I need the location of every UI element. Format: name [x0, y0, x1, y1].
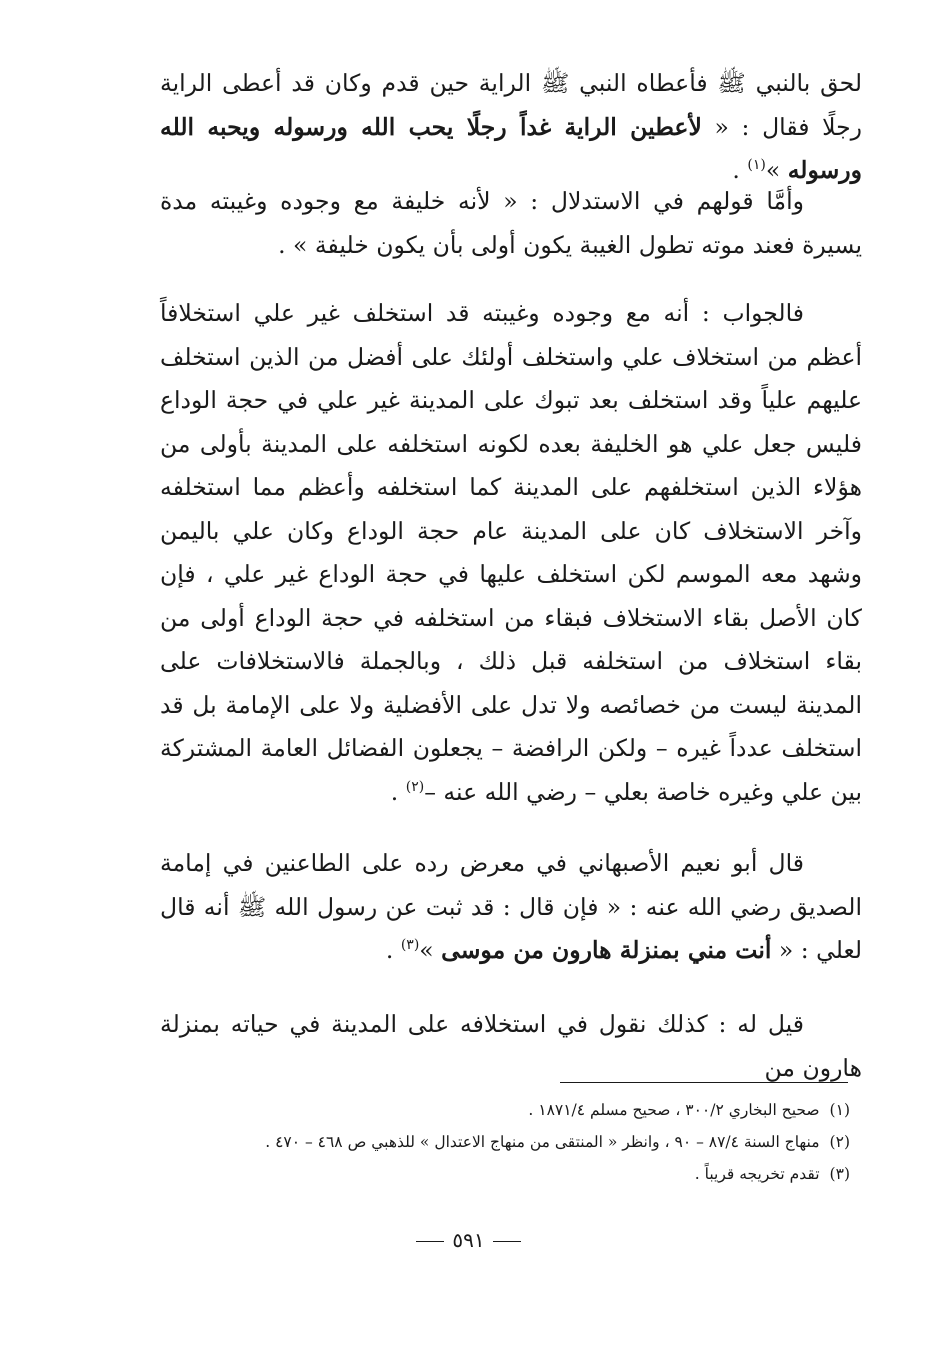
- footnote-reference: (٣): [400, 937, 420, 954]
- footnotes: [160, 1094, 850, 1190]
- paragraph-text: فالجواب : أنه مع وجوده وغيبته قد استخلف غير علي استخلافاً أعظم من استخلاف علي واستخلف أولئك على أفضل من الذين استخلف عليهم علياً وقد استخلف بعد تبوك على المدينة غير علي في حجة الوداع فليس جعل علي هو الخليفة بعده لكونه استخلفه على المدينة بأولى من هؤلاء الذين استخلفهم على المدينة كما استخلفه وأعظم مما استخلفه وآخر الاستخلاف كان على المدينة عام حجة الوداع وكان علي باليمن وشهد معه الموسم لكن استخلف عليها في حجة الوداع غير علي ، فإن كان الأصل بقاء الاستخلاف فبقاء من استخلفه في حجة الوداع أولى من بقاء استخلاف من استخلفه قبل ذلك ، وبالجملة فالاستخلافات على المدينة ليست من خصائصه ولا تدل على الأفضلية ولا على الإمامة بل قد استخلف عدداً غيره – ولكن الرافضة – يجعلون الفضائل العامة المشتركة بين علي وغيره خاصة بعلي – رضي الله عنه –: [160, 299, 862, 806]
- paragraph-text: قال أبو نعيم الأصبهاني في معرض رده على الطاعنين في إمامة الصديق رضي الله عنه : « فإن قال : قد ثبت عن رسول الله ﷺ أنه قال لعلي : «: [160, 849, 862, 964]
- paragraph-text: »: [419, 936, 442, 964]
- paragraph-text: .: [385, 936, 401, 964]
- paragraph-4: [160, 842, 862, 973]
- dash-left: [416, 1241, 444, 1242]
- footnote-number: (١): [829, 1101, 850, 1119]
- paragraph-1: [160, 62, 862, 193]
- paragraph-text: لحق بالنبي ﷺ فأعطاه النبي ﷺ الراية حين قدم وكان قد أعطى الراية رجلًا فقال : «: [160, 69, 863, 141]
- paragraph-text: وأمَّا قولهم في الاستدلال : « لأنه خليفة مع وجوده وغيبته مدة يسيرة فعند موته تطول الغيبة يكون أولى بأن يكون خليفة » .: [160, 187, 862, 259]
- paragraph-text: .: [732, 156, 748, 184]
- page-number: [0, 1228, 937, 1252]
- footnote-reference: (٢): [405, 778, 425, 795]
- hadith-quote: أنت مني بمنزلة هارون من موسى: [441, 936, 772, 964]
- dash-right: [493, 1241, 521, 1242]
- paragraph-text: »: [765, 156, 788, 184]
- footnote-text: صحيح البخاري ٣٠٠/٢ ، صحيح مسلم ١٨٧١/٤ .: [528, 1101, 820, 1119]
- paragraph-3: [160, 292, 862, 814]
- footnote-reference: (١): [747, 157, 766, 174]
- paragraph-text: .: [390, 777, 406, 806]
- footnote-number: (٣): [829, 1165, 850, 1183]
- footnote-divider: [560, 1082, 848, 1083]
- hadith-quote: لأعطين الراية غداً رجلًا يحب الله ورسوله ويحبه الله ورسوله: [160, 112, 862, 184]
- footnote-2: [160, 1126, 850, 1158]
- footnote-1: [160, 1094, 850, 1126]
- page-number-value: ٥٩١: [452, 1228, 485, 1252]
- paragraph-5: [160, 1003, 862, 1090]
- paragraph-2: [160, 180, 862, 267]
- footnote-text: منهاج السنة ٨٧/٤ – ٩٠ ، وانظر « المنتقى من منهاج الاعتدال » للذهبي ص ٤٦٨ – ٤٧٠ .: [265, 1133, 820, 1151]
- footnote-3: [160, 1158, 850, 1190]
- footnote-text: تقدم تخريجه قريباً .: [694, 1165, 820, 1183]
- footnote-number: (٢): [829, 1133, 850, 1151]
- paragraph-text: قيل له : كذلك نقول في استخلافه على المدينة في حياته بمنزلة هارون من: [160, 1010, 862, 1082]
